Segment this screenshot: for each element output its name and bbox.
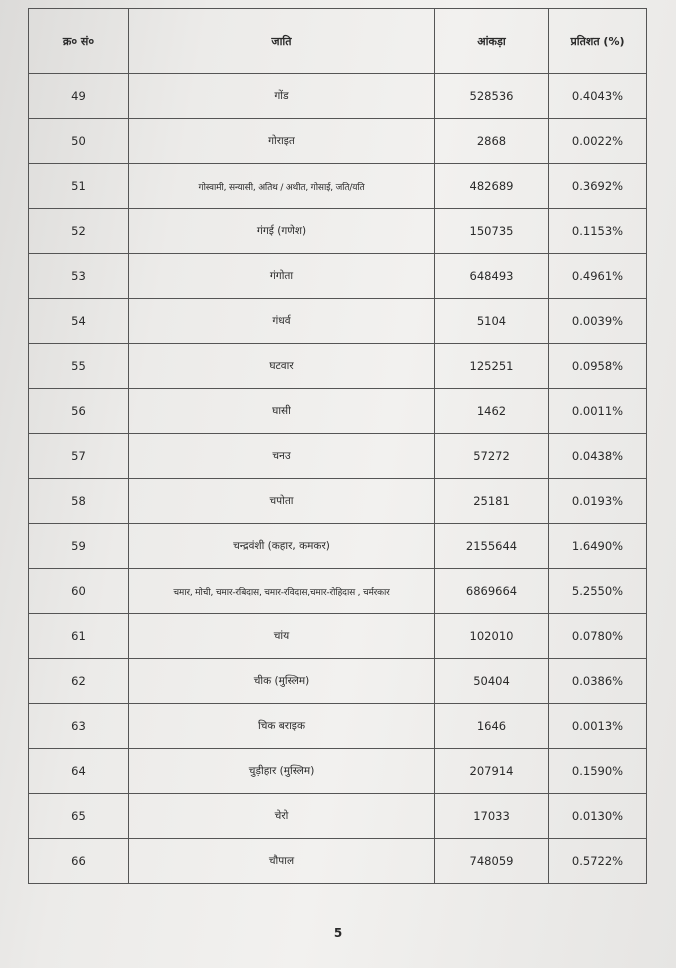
- table-row: [29, 254, 647, 299]
- cell-serial-number: 53: [29, 254, 129, 299]
- cell-count: 6869664: [435, 569, 549, 614]
- cell-serial-number: 56: [29, 389, 129, 434]
- table-row: [29, 614, 647, 659]
- cell-caste: गंगोता: [129, 254, 435, 299]
- cell-count: 150735: [435, 209, 549, 254]
- cell-count: 207914: [435, 749, 549, 794]
- cell-caste: चमार, मोची, चमार-रबिदास, चमार-रविदास,चमार-रोहिदास , चर्मरकार: [129, 569, 435, 614]
- cell-caste: चौपाल: [129, 839, 435, 884]
- cell-caste: घटवार: [129, 344, 435, 389]
- header-serial-number: क्र० सं०: [29, 9, 129, 74]
- cell-caste: घासी: [129, 389, 435, 434]
- header-count: आंकड़ा: [435, 9, 549, 74]
- cell-serial-number: 52: [29, 209, 129, 254]
- cell-percentage: 0.0780%: [549, 614, 647, 659]
- cell-count: 125251: [435, 344, 549, 389]
- caste-data-table: [28, 8, 647, 884]
- cell-percentage: 0.0039%: [549, 299, 647, 344]
- cell-serial-number: 57: [29, 434, 129, 479]
- table-row: [29, 569, 647, 614]
- cell-percentage: 5.2550%: [549, 569, 647, 614]
- cell-percentage: 0.0958%: [549, 344, 647, 389]
- cell-count: 748059: [435, 839, 549, 884]
- cell-percentage: 0.0193%: [549, 479, 647, 524]
- cell-count: 25181: [435, 479, 549, 524]
- cell-count: 482689: [435, 164, 549, 209]
- cell-serial-number: 51: [29, 164, 129, 209]
- cell-percentage: 0.0022%: [549, 119, 647, 164]
- cell-percentage: 0.4043%: [549, 74, 647, 119]
- cell-caste: गोंड: [129, 74, 435, 119]
- table-row: [29, 524, 647, 569]
- cell-count: 648493: [435, 254, 549, 299]
- cell-caste: चन्द्रवंशी (कहार, कमकर): [129, 524, 435, 569]
- cell-caste: चुड़ीहार (मुस्लिम): [129, 749, 435, 794]
- table-row: [29, 74, 647, 119]
- cell-count: 5104: [435, 299, 549, 344]
- cell-percentage: 0.4961%: [549, 254, 647, 299]
- table-header-row: [29, 9, 647, 74]
- cell-serial-number: 59: [29, 524, 129, 569]
- cell-serial-number: 55: [29, 344, 129, 389]
- cell-serial-number: 49: [29, 74, 129, 119]
- cell-percentage: 0.0386%: [549, 659, 647, 704]
- cell-serial-number: 63: [29, 704, 129, 749]
- cell-count: 1646: [435, 704, 549, 749]
- cell-percentage: 0.5722%: [549, 839, 647, 884]
- cell-caste: चपोता: [129, 479, 435, 524]
- cell-serial-number: 60: [29, 569, 129, 614]
- table-row: [29, 434, 647, 479]
- header-percentage: प्रतिशत (%): [549, 9, 647, 74]
- page-number: 5: [333, 926, 343, 940]
- table-row: [29, 704, 647, 749]
- cell-serial-number: 62: [29, 659, 129, 704]
- cell-caste: चेरो: [129, 794, 435, 839]
- table-row: [29, 749, 647, 794]
- cell-caste: गंगई (गणेश): [129, 209, 435, 254]
- cell-count: 17033: [435, 794, 549, 839]
- cell-count: 2868: [435, 119, 549, 164]
- cell-serial-number: 66: [29, 839, 129, 884]
- cell-serial-number: 54: [29, 299, 129, 344]
- cell-caste: चीक (मुस्लिम): [129, 659, 435, 704]
- cell-caste: चनउ: [129, 434, 435, 479]
- cell-percentage: 0.1590%: [549, 749, 647, 794]
- cell-caste: गंधर्व: [129, 299, 435, 344]
- cell-percentage: 0.0130%: [549, 794, 647, 839]
- cell-caste: चांय: [129, 614, 435, 659]
- cell-count: 50404: [435, 659, 549, 704]
- cell-percentage: 0.0013%: [549, 704, 647, 749]
- cell-serial-number: 58: [29, 479, 129, 524]
- table-row: [29, 839, 647, 884]
- cell-serial-number: 64: [29, 749, 129, 794]
- cell-percentage: 0.1153%: [549, 209, 647, 254]
- cell-caste: गोराइत: [129, 119, 435, 164]
- table-row: [29, 164, 647, 209]
- cell-serial-number: 65: [29, 794, 129, 839]
- table-row: [29, 659, 647, 704]
- cell-count: 102010: [435, 614, 549, 659]
- table-row: [29, 299, 647, 344]
- header-caste: जाति: [129, 9, 435, 74]
- cell-percentage: 1.6490%: [549, 524, 647, 569]
- table-row: [29, 389, 647, 434]
- cell-caste: गोस्वामी, सन्यासी, अतिथ / अथीत, गोसाई, जति/यति: [129, 164, 435, 209]
- cell-percentage: 0.0438%: [549, 434, 647, 479]
- table-row: [29, 344, 647, 389]
- cell-serial-number: 50: [29, 119, 129, 164]
- cell-count: 57272: [435, 434, 549, 479]
- cell-count: 528536: [435, 74, 549, 119]
- cell-percentage: 0.3692%: [549, 164, 647, 209]
- table-row: [29, 479, 647, 524]
- cell-percentage: 0.0011%: [549, 389, 647, 434]
- cell-caste: चिक बराइक: [129, 704, 435, 749]
- table-row: [29, 119, 647, 164]
- cell-count: 2155644: [435, 524, 549, 569]
- cell-count: 1462: [435, 389, 549, 434]
- table-row: [29, 794, 647, 839]
- cell-serial-number: 61: [29, 614, 129, 659]
- table-row: [29, 209, 647, 254]
